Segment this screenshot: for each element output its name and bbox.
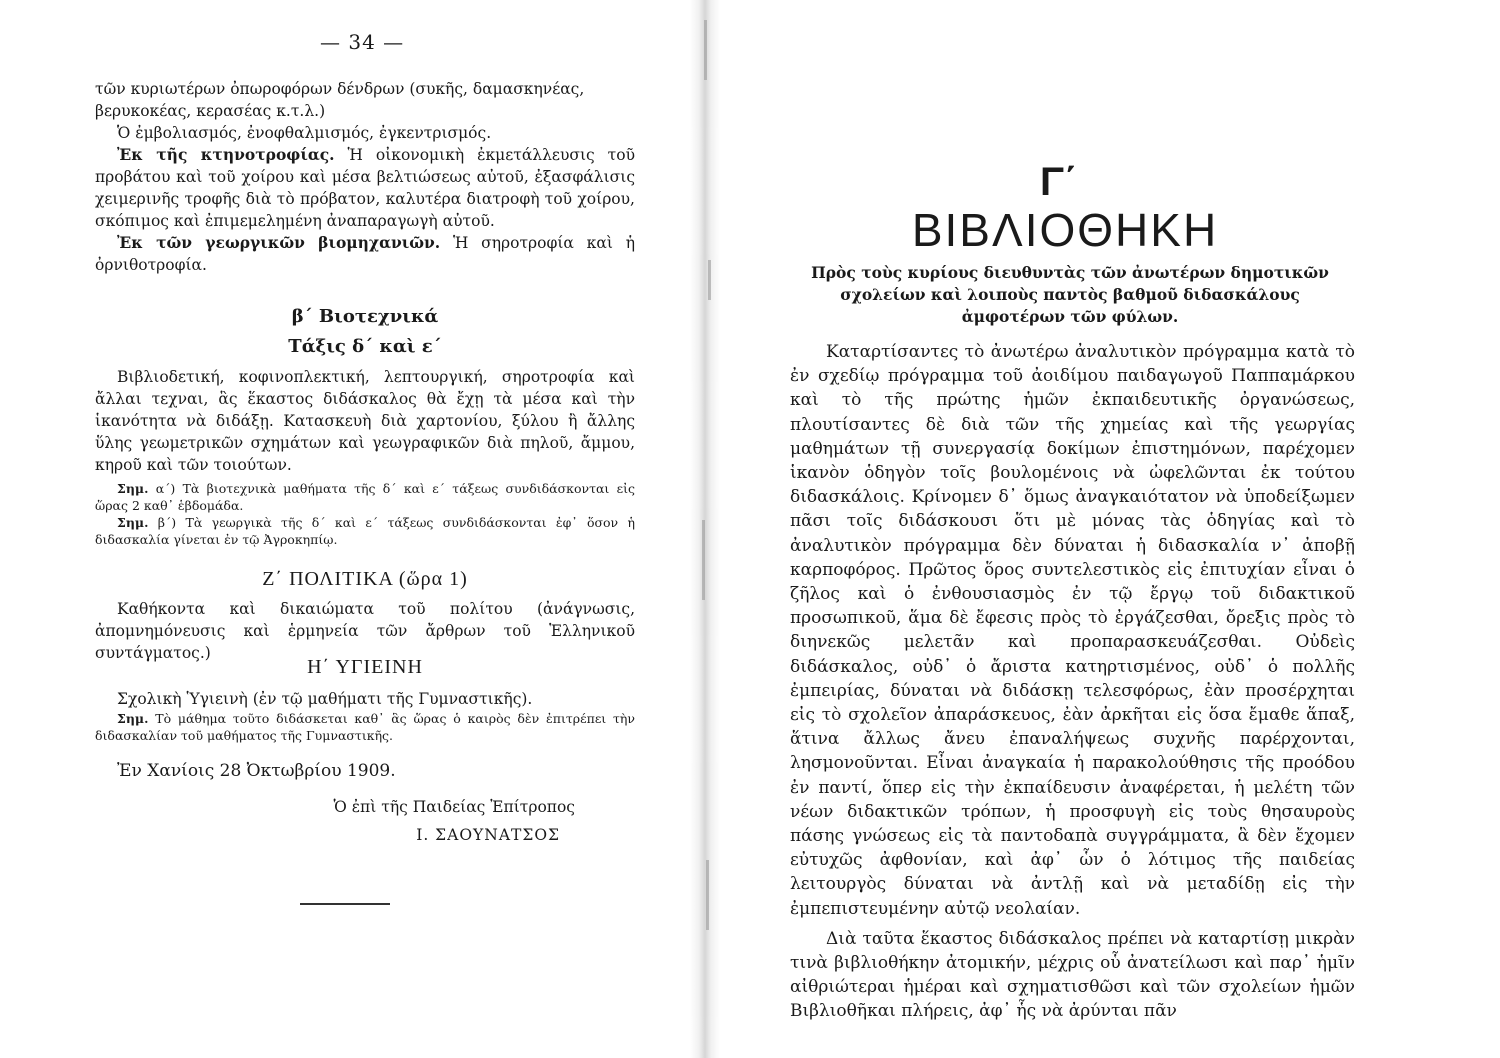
- note-3-text: Τὸ μάθημα τοῦτο διδάσκεται καθ᾽ ἃς ὥρας ὁ καιρὸς δὲν ἐπιτρέπει τὴν διδασκαλίαν τοῦ μαθήματος τῆς Γυμναστικῆς.: [95, 711, 636, 743]
- industries-paragraph: [95, 232, 635, 276]
- note-3-label: Σημ.: [117, 711, 149, 726]
- politics-heading: Ζ΄ ΠΟΛΙΤΙΚΑ (ὥρα 1): [262, 568, 468, 590]
- note-1: [95, 480, 635, 514]
- signature-block: [95, 796, 635, 846]
- gutter-mark: [708, 260, 711, 300]
- livestock-heading: Ἐκ τῆς κτηνοτροφίας.: [117, 145, 335, 164]
- industries-heading: Ἐκ τῶν γεωργικῶν βιομηχανιῶν.: [117, 233, 441, 252]
- section-letter: Γ΄: [1040, 160, 1078, 204]
- livestock-text: Ἡ οἰκονομικὴ ἐκμετάλλευσις τοῦ προβάτου καὶ τοῦ χοίρου καὶ μέσα βελτιώσεως αὐτοῦ, ἐξασφάλισις χειμερινῆς τροφῆς διὰ τὸ πρόβατον, καλυτέρα διατροφὴ τοῦ χοίρου, σκόπιμος καὶ ἐπιμεμελημένη ἀναπαραγωγὴ αὐτοῦ.: [95, 146, 635, 230]
- industries-text: Ἡ σηροτροφία καὶ ἡ ὀρνιθοτροφία.: [95, 234, 635, 274]
- right-page-body: [790, 340, 1355, 1024]
- signature-title: Ὁ ἐπὶ τῆς Παιδείας Ἐπίτροπος: [333, 798, 575, 816]
- opening-line-2: βερυκοκέας, κερασέας κ.τ.λ.): [95, 102, 326, 120]
- left-page-top-block: [95, 78, 635, 276]
- page-number: — 34 —: [320, 30, 405, 54]
- hygiene-section: [95, 656, 635, 744]
- note-2: [95, 514, 635, 548]
- crafts-section: [95, 306, 635, 548]
- left-page: [0, 0, 700, 1058]
- section-title: ΒΙΒΛΙΟΘΗΚΗ: [911, 204, 1219, 256]
- section-b-heading: β΄ Βιοτεχνικά: [291, 306, 439, 327]
- signature-name: Ι. ΣΑΟΥΝΑΤΣΟΣ: [416, 826, 560, 844]
- note-1-label: Σημ.: [117, 481, 149, 496]
- note-3: [95, 710, 635, 744]
- date-line: Ἐν Χανίοις 28 Ὀκτωβρίου 1909.: [117, 761, 396, 781]
- paragraph-1: Καταρτίσαντες τὸ ἀνωτέρω ἀναλυτικὸν πρόγραμμα κατὰ τὸ ἐν σχεδίῳ πρόγραμμα τοῦ ἀοιδίμου παιδαγωγοῦ Παππαμάρκου καὶ τὸ τῆς πρώτης ἡμῶν ἐκπαιδευτικῆς ὀργανώσεως, πλουτίσαντες δὲ διὰ τῶν τῆς χημείας καὶ τῆς γεωργίας μαθημάτων τῇ συνεργασίᾳ δοκίμων ἐπιστημόνων, παρέχομεν ἱκανὸν ὁδηγὸν τοῖς βουλομένοις νὰ ὠφελῶνται ἐκ τούτου διδασκάλοις. Κρίνομεν δ᾽ ὅμως ἀναγκαιότατον νὰ ὑποδείξωμεν πᾶσι τοῖς διδάσκουσι ὅτι μὲ μόνας τὰς ὁδηγίας καὶ τὸ ἀναλυτικὸν πρόγραμμα δὲν δύναται ἡ διδασκαλία ν᾽ ἀποβῇ καρποφόρος. Πρῶτος ὅρος συντελεστικὸς εἰς ἐπιτυχίαν εἶναι ὁ ζῆλος καὶ ὁ ἐνθουσιασμὸς ἐν τῷ ἔργῳ τοῦ διδακτικοῦ προσωπικοῦ, ἅμα δὲ ἔφεσις πρὸς τὸ ἐργάζεσθαι, ὄρεξις πρὸς τὸ διηνεκῶς μελετᾶν καὶ προπαρασκευάζεσθαι. Οὐδεὶς διδάσκαλος, οὐδ᾽ ὁ ἄριστα κατηρτισμένος, οὐδ᾽ ὁ πολλῆς ἐμπειρίας, δύναται νὰ διδάσκῃ τελεσφόρως, ἐὰν προσέρχηται εἰς τὸ σχολεῖον ἀπαράσκευος, ἐὰν ἀρκῆται εἰς ὅσα ἔμαθε ἅπαξ, ἅτινα ἄλλως ἄνευ ἐπαναλήψεως συχνῆς παρέρχονται, λησμονοῦνται. Εἶναι ἀναγκαία ἡ παρακολούθησις τῆς προόδου ἐν παντί, ὅπερ εἰς τὴν ἐκπαίδευσιν ἀναφέρεται, ἡ μελέτη τῶν νέων διδακτικῶν τρόπων, ἡ προσφυγὴ εἰς τοὺς θησαυροὺς πάσης γνώσεως εἰς τὰ παντοδαπὰ συγγράμματα, ἃ δὲν ἔχομεν εὐτυχῶς ἀφθονίαν, καὶ ἀφ᾽ ὧν ὁ λότιμος τῆς παιδείας λειτουργὸς δύναται νὰ ἀντλῇ καὶ νὰ μεταδίδῃ εἰς τὴν ἐμπεπιστευμένην αὐτῷ νεολαίαν.: [790, 342, 1355, 919]
- gutter-mark: [704, 20, 707, 80]
- address-line: Πρὸς τοὺς κυρίους διευθυντὰς τῶν ἀνωτέρων δημοτικῶν σχολείων καὶ λοιποὺς παντὸς βαθμοῦ διδασκάλους ἀμφοτέρων τῶν φύλων.: [811, 263, 1329, 326]
- livestock-paragraph: [95, 144, 635, 232]
- gutter-mark: [706, 860, 709, 930]
- grafting-line: Ὁ ἐμβολιασμός, ἐνοφθαλμισμός, ἐγκεντρισμός.: [117, 124, 492, 142]
- hygiene-paragraph: Σχολικὴ Ὑγιεινὴ (ἐν τῷ μαθήματι τῆς Γυμναστικῆς).: [117, 690, 533, 708]
- politics-section: [95, 568, 635, 664]
- gutter-mark: [702, 520, 705, 600]
- paragraph-2: Διὰ ταῦτα ἕκαστος διδάσκαλος πρέπει νὰ καταρτίσῃ μικρὰν τινὰ βιβλιοθήκην ἀτομικήν, μέχρις οὗ ἀνατείλωσι καὶ παρ᾽ ἡμῖν αἰθριώτεραι ἡμέραι καὶ σχηματισθῶσι καὶ τῶν σχολείων ἡμῶν Βιβλιοθῆκαι πλήρεις, ἀφ᾽ ἧς νὰ ἀρύνται πᾶν: [790, 928, 1355, 1022]
- note-2-text: β΄) Τὰ γεωργικὰ τῆς δ΄ καὶ ε΄ τάξεως συνδιδάσκονται ἐφ᾽ ὅσον ἡ διδασκαλία γίνεται ἐν τῷ Ἀγροκηπίῳ.: [95, 515, 635, 547]
- date-block: [95, 760, 635, 782]
- politics-paragraph: Καθήκοντα καὶ δικαιώματα τοῦ πολίτου (ἀνάγνωσις, ἀπομνημόνευσις καὶ ἑρμηνεία τῶν ἄρθρων τοῦ Ἑλληνικοῦ συντάγματος.): [95, 600, 635, 662]
- opening-line-1: τῶν κυριωτέρων ὀπωροφόρων δένδρων (συκῆς, δαμασκηνέας,: [95, 80, 585, 98]
- note-1-text: α΄) Τὰ βιοτεχνικὰ μαθήματα τῆς δ΄ καὶ ε΄ τάξεως συνδιδάσκονται εἰς ὥρας 2 καθ᾽ ἑβδομάδα.: [95, 481, 635, 513]
- note-2-label: Σημ.: [117, 515, 149, 530]
- crafts-paragraph: Βιβλιοδετική, κοφινοπλεκτική, λεπτουργική, σηροτροφία καὶ ἄλλαι τεχναι, ἃς ἕκαστος διδάσκαλος θὰ ἔχῃ τὰ μέσα καὶ τὴν ἱκανότητα νὰ διδάξῃ. Κατασκευὴ διὰ χαρτονίου, ξύλου ἢ ἄλλης ὕλης γεωμετρικῶν σχημάτων καὶ γεωγραφικῶν διὰ πηλοῦ, ἄμμου, κηροῦ καὶ τῶν τοιούτων.: [95, 368, 635, 474]
- classes-heading: Τάξις δ΄ καὶ ε΄: [288, 336, 442, 357]
- hygiene-heading: Η΄ ΥΓΙΕΙΝΗ: [307, 656, 423, 678]
- closing-rule: [300, 903, 390, 905]
